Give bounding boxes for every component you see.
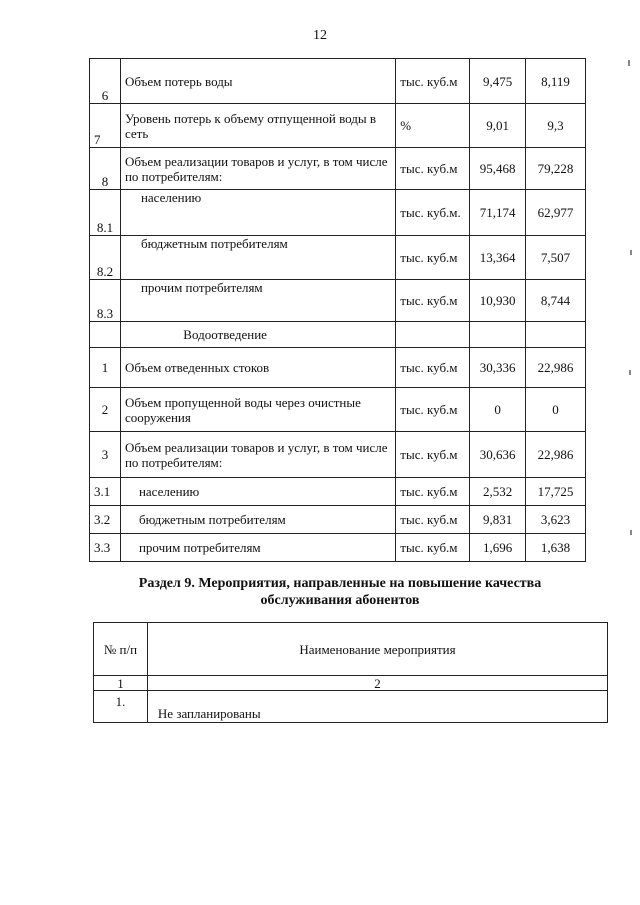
scan-artifact	[630, 530, 632, 535]
row-number: 2	[90, 388, 121, 432]
row-number: 1	[90, 348, 121, 388]
unit: тыс. куб.м	[396, 478, 470, 506]
table-row	[90, 534, 586, 562]
column-index-number: 1	[94, 676, 148, 691]
value-2: 0	[526, 388, 586, 432]
unit: тыс. куб.м	[396, 432, 470, 478]
table-row	[90, 432, 586, 478]
table-row	[90, 236, 586, 280]
indicator-name: Объем отведенных стоков	[120, 348, 395, 388]
value-1: 1,696	[470, 534, 526, 562]
unit: тыс. куб.м	[396, 280, 470, 322]
value-2: 3,623	[526, 506, 586, 534]
table-header-row	[94, 623, 608, 676]
value-2: 8,119	[526, 59, 586, 104]
value-2: 17,725	[526, 478, 586, 506]
indicator-name: населению	[120, 190, 395, 236]
table-row	[90, 322, 586, 348]
value-1: 13,364	[470, 236, 526, 280]
value-1: 9,01	[470, 104, 526, 148]
unit: тыс. куб.м	[396, 148, 470, 190]
table-row	[90, 388, 586, 432]
indicator-name: населению	[120, 478, 395, 506]
value-1: 9,831	[470, 506, 526, 534]
column-index-name: 2	[147, 676, 607, 691]
table-row	[90, 104, 586, 148]
value-2: 62,977	[526, 190, 586, 236]
unit: тыс. куб.м	[396, 59, 470, 104]
table-row	[90, 148, 586, 190]
indicator-name: Объем пропущенной воды через очистные сооружения	[120, 388, 395, 432]
unit: тыс. куб.м	[396, 236, 470, 280]
unit: тыс. куб.м	[396, 534, 470, 562]
unit: тыс. куб.м	[396, 388, 470, 432]
indicator-name: прочим потребителям	[120, 534, 395, 562]
unit: %	[396, 104, 470, 148]
value-1: 30,336	[470, 348, 526, 388]
value-1: 0	[470, 388, 526, 432]
table-row	[90, 506, 586, 534]
row-number: 3	[90, 432, 121, 478]
column-header-name: Наименование мероприятия	[147, 623, 607, 676]
value-1: 30,636	[470, 432, 526, 478]
unit: тыс. куб.м.	[396, 190, 470, 236]
page-number: 12	[313, 28, 327, 43]
indicators-table	[89, 58, 586, 562]
value-2: 22,986	[526, 348, 586, 388]
value-2: 1,638	[526, 534, 586, 562]
value-2: 7,507	[526, 236, 586, 280]
indicator-name: Объем реализации товаров и услуг, в том числе по потребителям:	[120, 432, 395, 478]
row-number: 7	[90, 104, 121, 148]
row-number: 3.2	[90, 506, 121, 534]
scan-artifact	[629, 370, 631, 375]
unit: тыс. куб.м	[396, 506, 470, 534]
row-number: 1.	[94, 691, 148, 723]
value-1: 10,930	[470, 280, 526, 322]
value-2: 9,3	[526, 104, 586, 148]
table-row	[94, 691, 608, 723]
unit: тыс. куб.м	[396, 348, 470, 388]
row-number: 3.3	[90, 534, 121, 562]
table-row	[90, 348, 586, 388]
row-number: 8.1	[90, 190, 121, 236]
indicator-name: Объем реализации товаров и услуг, в том числе по потребителям:	[120, 148, 395, 190]
measures-table	[93, 622, 608, 723]
value-1: 71,174	[470, 190, 526, 236]
row-number: 8.2	[90, 236, 121, 280]
table-row	[90, 190, 586, 236]
scan-artifact	[630, 250, 632, 255]
scan-artifact	[628, 60, 630, 66]
row-number: 6	[90, 59, 121, 104]
row-number: 8.3	[90, 280, 121, 322]
table-row	[90, 478, 586, 506]
table-row	[90, 280, 586, 322]
indicator-name: бюджетным потребителям	[120, 236, 395, 280]
value-2: 22,986	[526, 432, 586, 478]
indicator-name: бюджетным потребителям	[120, 506, 395, 534]
table-row	[90, 59, 586, 104]
indicator-name: прочим потребителям	[120, 280, 395, 322]
section-header: Водоотведение	[120, 322, 395, 348]
indicator-name: Объем потерь воды	[120, 59, 395, 104]
value-2: 79,228	[526, 148, 586, 190]
indicator-name: Уровень потерь к объему отпущенной воды в сеть	[120, 104, 395, 148]
section-9-title: Раздел 9. Мероприятия, направленные на повышение качества обслуживания абонентов	[138, 576, 542, 608]
column-header-number: № п/п	[94, 623, 148, 676]
value-1: 2,532	[470, 478, 526, 506]
table-index-row	[94, 676, 608, 691]
measure-name: Не запланированы	[147, 691, 607, 723]
value-1: 9,475	[470, 59, 526, 104]
row-number: 3.1	[90, 478, 121, 506]
value-1: 95,468	[470, 148, 526, 190]
value-2: 8,744	[526, 280, 586, 322]
row-number: 8	[90, 148, 121, 190]
